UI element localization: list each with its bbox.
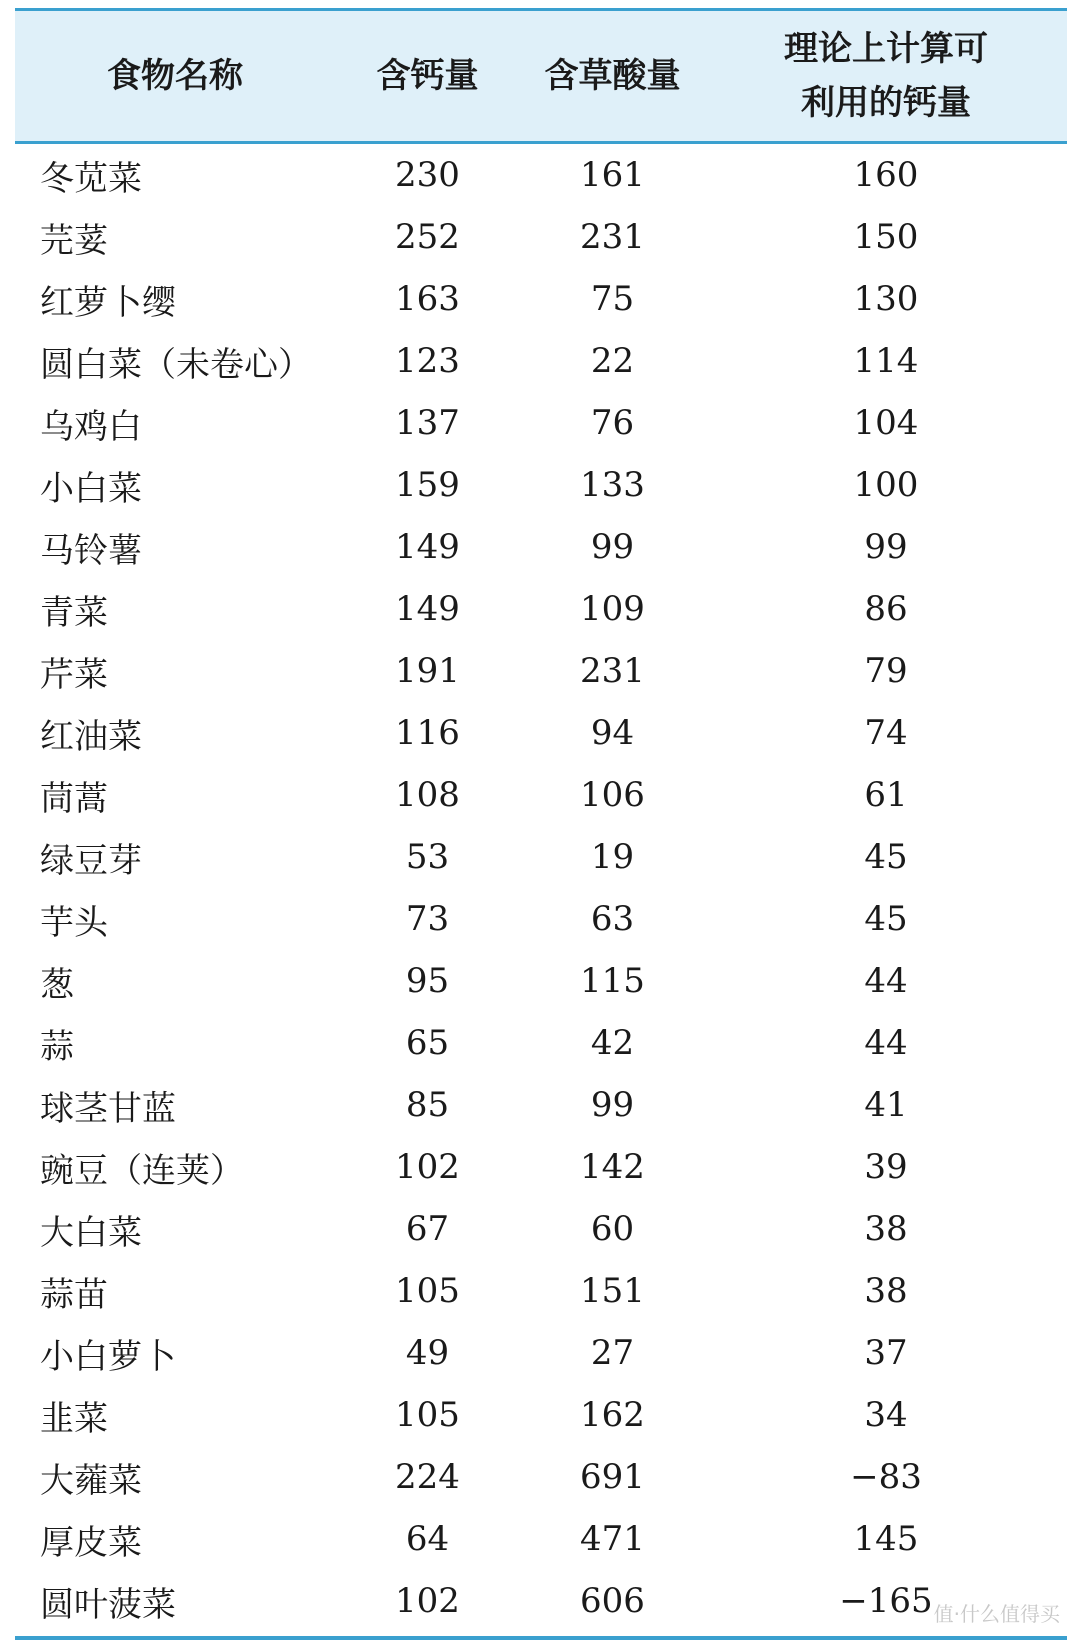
cell-oxalate: 151 [580, 1271, 645, 1311]
table-body [15, 144, 1067, 1632]
cell-food-name: 红油菜 [40, 716, 142, 757]
cell-food-name: 豌豆（连荚） [40, 1150, 244, 1191]
cell-calcium: 224 [395, 1457, 460, 1497]
cell-calcium: 102 [395, 1147, 460, 1187]
cell-oxalate: 115 [580, 961, 645, 1001]
watermark: 值·什么值得买 [933, 1602, 1060, 1626]
cell-calcium: 149 [395, 527, 460, 567]
table-row [15, 1384, 1067, 1446]
cell-calcium: 102 [395, 1581, 460, 1621]
cell-food-name: 大蕹菜 [40, 1460, 142, 1501]
cell-available-calcium: 41 [864, 1085, 908, 1125]
table-row [15, 144, 1067, 206]
cell-available-calcium: 45 [864, 899, 908, 939]
cell-food-name: 厚皮菜 [40, 1522, 142, 1563]
cell-calcium: 67 [405, 1209, 450, 1249]
cell-food-name: 芫荽 [40, 220, 108, 261]
cell-available-calcium: 61 [864, 775, 908, 815]
cell-food-name: 球茎甘蓝 [40, 1088, 176, 1129]
cell-oxalate: 133 [580, 465, 645, 505]
cell-food-name: 红萝卜缨 [40, 282, 176, 323]
table-row [15, 1198, 1067, 1260]
table-row [15, 764, 1067, 826]
cell-calcium: 65 [405, 1023, 450, 1063]
cell-calcium: 105 [395, 1395, 460, 1435]
cell-food-name: 圆白菜（未卷心） [40, 344, 312, 385]
cell-oxalate: 75 [590, 279, 635, 319]
cell-oxalate: 106 [580, 775, 645, 815]
table-header [15, 11, 1067, 141]
cell-food-name: 蒜 [40, 1026, 74, 1067]
table-row [15, 330, 1067, 392]
cell-calcium: 191 [395, 651, 460, 691]
cell-available-calcium: 99 [864, 527, 908, 567]
table-row [15, 1136, 1067, 1198]
cell-calcium: 116 [395, 713, 460, 753]
cell-available-calcium: 44 [864, 961, 908, 1001]
table-row [15, 1570, 1067, 1632]
cell-oxalate: 94 [590, 713, 635, 753]
cell-calcium: 53 [405, 837, 450, 877]
cell-calcium: 105 [395, 1271, 460, 1311]
cell-calcium: 230 [395, 155, 460, 195]
cell-food-name: 蒜苗 [40, 1274, 108, 1315]
table-row [15, 826, 1067, 888]
bottom-rule [15, 1636, 1067, 1640]
header-available-line2: 利用的钙量 [801, 83, 971, 123]
cell-food-name: 芋头 [40, 902, 108, 943]
table-row [15, 950, 1067, 1012]
cell-available-calcium: 34 [864, 1395, 908, 1435]
cell-available-calcium: 100 [853, 465, 919, 505]
cell-calcium: 95 [405, 961, 450, 1001]
cell-food-name: 小白萝卜 [40, 1336, 176, 1377]
cell-oxalate: 606 [580, 1581, 645, 1621]
table-row [15, 516, 1067, 578]
cell-food-name: 乌鸡白 [40, 406, 142, 447]
cell-food-name: 马铃薯 [40, 530, 142, 571]
cell-available-calcium: −83 [850, 1457, 922, 1497]
cell-calcium: 137 [395, 403, 460, 443]
cell-food-name: 青菜 [40, 592, 108, 633]
cell-calcium: 85 [405, 1085, 450, 1125]
cell-oxalate: 60 [590, 1209, 635, 1249]
cell-oxalate: 471 [580, 1519, 645, 1559]
cell-oxalate: 231 [580, 651, 645, 691]
table-row [15, 888, 1067, 950]
cell-food-name: 冬苋菜 [40, 158, 142, 199]
table-row [15, 1446, 1067, 1508]
cell-available-calcium: 114 [853, 341, 919, 381]
cell-available-calcium: 39 [864, 1147, 908, 1187]
cell-available-calcium: 160 [853, 155, 919, 195]
cell-calcium: 64 [405, 1519, 450, 1559]
cell-oxalate: 76 [590, 403, 635, 443]
table-row [15, 206, 1067, 268]
cell-available-calcium: 38 [864, 1271, 908, 1311]
table-row [15, 392, 1067, 454]
table-row [15, 1322, 1067, 1384]
cell-food-name: 芹菜 [40, 654, 108, 695]
cell-oxalate: 42 [590, 1023, 635, 1063]
cell-food-name: 小白菜 [40, 468, 142, 509]
cell-food-name: 葱 [40, 964, 74, 1005]
table-row [15, 268, 1067, 330]
cell-oxalate: 19 [590, 837, 635, 877]
cell-calcium: 159 [395, 465, 460, 505]
cell-oxalate: 99 [590, 1085, 635, 1125]
cell-calcium: 149 [395, 589, 460, 629]
cell-food-name: 大白菜 [40, 1212, 142, 1253]
cell-oxalate: 231 [580, 217, 645, 257]
header-calcium: 含钙量 [376, 56, 479, 96]
cell-food-name: 圆叶菠菜 [40, 1584, 176, 1625]
table-row [15, 578, 1067, 640]
cell-oxalate: 691 [580, 1457, 645, 1497]
cell-oxalate: 161 [580, 155, 645, 195]
header-available-line1: 理论上计算可 [784, 29, 988, 69]
cell-food-name: 茼蒿 [40, 778, 108, 819]
calcium-oxalate-table [15, 8, 1067, 1640]
cell-available-calcium: 130 [853, 279, 919, 319]
table-row [15, 454, 1067, 516]
cell-available-calcium: 45 [864, 837, 908, 877]
table-row [15, 1074, 1067, 1136]
cell-available-calcium: 37 [864, 1333, 908, 1373]
cell-calcium: 163 [395, 279, 460, 319]
cell-calcium: 252 [395, 217, 460, 257]
cell-available-calcium: −165 [839, 1581, 933, 1621]
cell-calcium: 108 [395, 775, 460, 815]
header-food-name: 食物名称 [107, 56, 243, 96]
table-row [15, 1508, 1067, 1570]
table-row [15, 1260, 1067, 1322]
cell-oxalate: 162 [580, 1395, 645, 1435]
cell-calcium: 49 [405, 1333, 450, 1373]
cell-oxalate: 99 [590, 527, 635, 567]
cell-calcium: 123 [395, 341, 460, 381]
cell-available-calcium: 38 [864, 1209, 908, 1249]
table-row [15, 1012, 1067, 1074]
header-oxalate: 含草酸量 [544, 56, 681, 96]
cell-oxalate: 109 [580, 589, 645, 629]
header-available-calcium [705, 22, 1067, 130]
table-row [15, 640, 1067, 702]
cell-available-calcium: 79 [864, 651, 908, 691]
cell-oxalate: 142 [580, 1147, 645, 1187]
cell-available-calcium: 44 [864, 1023, 908, 1063]
cell-available-calcium: 86 [864, 589, 908, 629]
cell-oxalate: 27 [590, 1333, 635, 1373]
cell-oxalate: 22 [590, 341, 635, 381]
cell-oxalate: 63 [590, 899, 635, 939]
cell-food-name: 韭菜 [40, 1398, 108, 1439]
cell-calcium: 73 [405, 899, 450, 939]
cell-available-calcium: 150 [853, 217, 919, 257]
table-row [15, 702, 1067, 764]
cell-available-calcium: 145 [853, 1519, 919, 1559]
cell-available-calcium: 74 [864, 713, 908, 753]
cell-available-calcium: 104 [853, 403, 919, 443]
cell-food-name: 绿豆芽 [40, 840, 142, 881]
